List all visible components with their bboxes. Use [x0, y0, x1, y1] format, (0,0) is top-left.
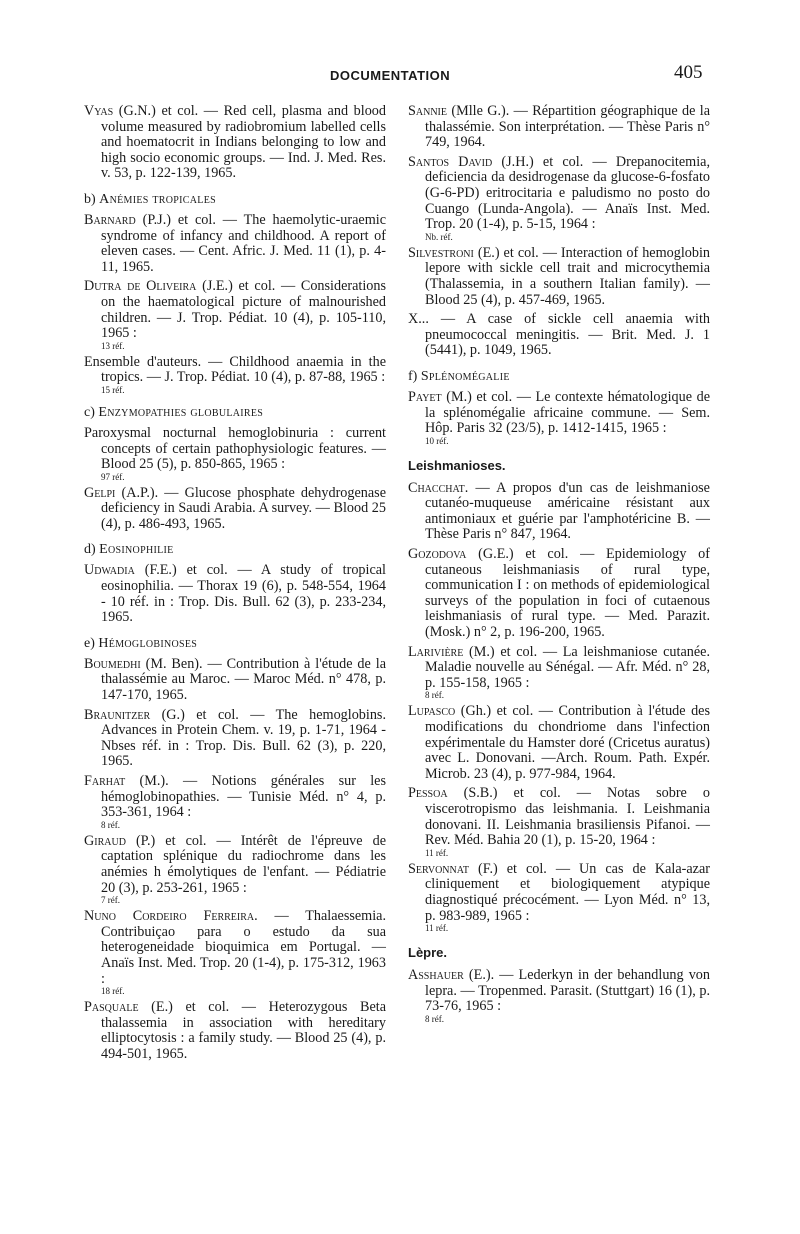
section-heading: Lèpre.: [408, 945, 448, 961]
entry-author: Silvestroni: [408, 244, 474, 261]
bibliography-entry: [408, 862, 710, 933]
page-number: 405: [674, 62, 703, 83]
reference-count-note: 8 réf.: [425, 690, 444, 701]
reference-count-note: 7 réf.: [101, 895, 120, 906]
entry-citation: . — Thalaessemia. Contribuiçao para o estudo da sua heterogeneidade bioquimica em Portugal. — Anaïs Inst. Med. Trop. 20 (1-4), p. 175-312, 1963 :: [101, 908, 386, 987]
entry-citation: (Gh.) et col. — Contribution à l'étude des modifications du chondriome dans l'infection expérimentale du Hamster doré (Cricetus auratus) avec L. Donovani. —Arch. Roum. Path. Expér. Microb. 23 (4), p. 977-984, 1964.: [425, 703, 710, 782]
bibliography-entry: [84, 563, 386, 625]
entry-author: Udwadia: [84, 562, 135, 579]
subsection-label: Eosinophilie: [99, 542, 174, 558]
entry-citation: (M.) et col. — La leishmaniose cutanée. Maladie nouvelle au Sénégal. — Afr. Méd. n° 28, p. 155-158, 1965 :: [425, 643, 710, 691]
bibliography-entry: [84, 657, 386, 704]
entry-author: Farhat: [84, 773, 126, 789]
entry-author: Braunitzer: [84, 706, 151, 723]
entry-author: Payet: [408, 388, 442, 405]
entry-citation: (P.J.) et col. — The haemolytic-uraemic syndrome of infancy and childhood. A report of eleven cases. — Cent. Afric. J. Med. 11 (1), p. 4-11, 1965.: [101, 211, 386, 275]
bibliography-entry: [84, 486, 386, 533]
bibliography-entry: [408, 704, 710, 782]
entry-citation: (F.E.) et col. — A study of tropical eosinophilia. — Thorax 19 (6), p. 548-554, 1964 - 10 réf. in : Trop. Dis. Bull. 62 (3), p. 233-234, 1965.: [101, 562, 386, 626]
subsection-heading: [408, 369, 710, 385]
right-column: [408, 104, 710, 1028]
bibliography-entry: [84, 708, 386, 770]
entry-author: Sannie: [408, 103, 447, 119]
bibliography-entry: [408, 246, 710, 308]
bibliography-entry: [408, 390, 710, 446]
entry-author: Asshauer: [408, 967, 464, 984]
entry-citation: (E.). — Lederkyn in der behandlung von lepra. — Tropenmed. Parasit. (Stuttgart) 16 (1), p. 73-76, 1965 :: [425, 967, 710, 1015]
bibliography-entry: [408, 104, 710, 151]
bibliography-entry: [84, 834, 386, 905]
entry-citation: (S.B.) et col. — Notas sobre o viscerotropismo das leishmania. I. Leishmania donovani. II. Leishmania brasiliensis Pifanoi. — Rev. Méd. Bahia 20 (1), p. 15-20, 1964 :: [425, 785, 710, 849]
entry-citation: Ensemble d'auteurs. — Childhood anaemia in the tropics. — J. Trop. Pédiat. 10 (4), p. 87-88, 1965 :: [84, 353, 386, 386]
reference-count-note: 11 réf.: [425, 923, 449, 934]
section-heading: Leishmanioses.: [408, 457, 506, 473]
bibliography-entry: [84, 355, 386, 395]
bibliography-entry: [84, 279, 386, 350]
entry-citation: (E.) et col. — Heterozygous Beta thalassemia in association with hereditary elliptocytosis : a family study. — Blood 25 (4), p. 494-501, 1965.: [101, 999, 386, 1062]
subsection-label: Hémoglobinoses: [98, 635, 198, 651]
bibliography-entry: [408, 481, 710, 543]
left-column: [84, 104, 386, 1067]
bibliography-entry: [84, 1000, 386, 1062]
bibliography-entry: [84, 104, 386, 182]
bibliography-entry: [408, 645, 710, 701]
entry-author: Lupasco: [408, 703, 456, 720]
subsection-letter: c): [84, 404, 99, 420]
reference-count-note: 15 réf.: [101, 384, 125, 395]
entry-citation: (M. Ben). — Contribution à l'étude de la thalassémie au Maroc. — Maroc Méd. n° 478, p. 147-170, 1965.: [101, 655, 386, 704]
entry-author: Servonnat: [408, 860, 469, 877]
subsection-letter: d): [84, 542, 100, 558]
entry-author: Barnard: [84, 211, 136, 228]
entry-author: Boumedhi: [84, 655, 141, 672]
entry-citation: (P.) et col. — Intérêt de l'épreuve de captation splénique du radiochrome dans les anémies h émolytiques de l'enfant. — Pédiatrie 20 (3), p. 253-261, 1965 :: [101, 832, 386, 896]
entry-citation: (F.) et col. — Un cas de Kala-azar cliniquement et biologiquement atypique diagnostiqué précocément. — Lyon Méd. n° 13, p. 983-989, 1965 :: [425, 860, 710, 924]
reference-count-note: 10 réf.: [425, 435, 449, 446]
entry-citation: (J.H.) et col. — Drepanocitemia, deficiencia da desidrogenase da glucose-6-fosfato (G-6-PD) eritrocitaria e paludismo no posto do Cuango (Lunda-Angola). — Anaïs Inst. Med. Trop. 20 (1-4), p. 5-15, 1964 :: [425, 153, 710, 233]
subsection-heading: [84, 405, 386, 421]
subsection-letter: e): [84, 635, 99, 651]
bibliography-entry: [408, 155, 710, 242]
entry-author: Santos David: [408, 153, 493, 170]
entry-citation: X... — A case of sickle cell anaemia with pneumococcal meningitis. — Brit. Med. J. 1 (5441), p. 1049, 1965.: [408, 311, 710, 359]
subsection-heading: [84, 636, 386, 652]
subsection-letter: f): [408, 368, 421, 384]
bibliography-entry: [408, 786, 710, 857]
entry-citation: (G.) et col. — The hemoglobins. Advances in Protein Chem. v. 19, p. 1-71, 1964 - Nbses réf. in : Trop. Dis. Bull. 62 (3), p. 220, 1965.: [101, 706, 386, 770]
running-header: [0, 60, 800, 90]
entry-citation: . — A propos d'un cas de leishmaniose cutanéo-muqueuse américaine résistant aux antimoniaux et guérie par l'amphotéricine B. — Thèse Paris n° 847, 1964.: [425, 479, 710, 543]
entry-author: Vyas: [84, 103, 114, 119]
entry-author: Gelpi: [84, 484, 116, 501]
entry-author: Pessoa: [408, 785, 448, 802]
entry-citation: (G.N.) et col. — Red cell, plasma and blood volume measured by radiobromium labelled cells and hoematocrit in Indians belonging to low and high socio economic groups. — Ind. J. Med. Res. v. 53, p. 122-139, 1965.: [101, 103, 386, 182]
entry-author: Gozodova: [408, 546, 467, 563]
entry-author: Pasquale: [84, 999, 139, 1016]
bibliography-entry: [84, 426, 386, 482]
entry-author: Larivière: [408, 643, 464, 660]
entry-citation: (M.). — Notions générales sur les hémoglobinopathies. — Tunisie Méd. n° 4, p. 353-361, 1964 :: [101, 773, 386, 821]
reference-count-note: Nb. réf.: [425, 231, 453, 242]
reference-count-note: 18 réf.: [101, 986, 125, 997]
reference-count-note: 13 réf.: [101, 340, 125, 351]
subsection-heading: [84, 542, 386, 558]
subsection-label: Splénomégalie: [420, 368, 510, 384]
reference-count-note: 8 réf.: [101, 819, 120, 830]
entry-citation: (M.) et col. — Le contexte hématologique de la splénomégalie africaine commune. — Sem. Hôp. Paris 32 (23/5), p. 1412-1415, 1965 :: [425, 388, 710, 437]
bibliography-entry: [84, 909, 386, 996]
entry-author: Giraud: [84, 832, 126, 849]
reference-count-note: 8 réf.: [425, 1013, 444, 1024]
entry-author: Dutra de Oliveira: [84, 278, 197, 295]
reference-count-note: 11 réf.: [425, 847, 449, 858]
subsection-label: Anémies tropicales: [99, 191, 216, 207]
entry-citation: (J.E.) et col. — Considerations on the haematological picture of malnourished children. — J. Trop. Pédiat. 10 (4), p. 105-110, 1965 :: [101, 278, 386, 342]
bibliography-entry: [84, 213, 386, 275]
entry-author: Chacchat: [408, 479, 465, 496]
entry-citation: (G.E.) et col. — Epidemiology of cutaneous leishmaniasis of rural type, communication I : on methods of epidemiological surveys of the population in foci of cutaenous leishmaniasis of rural type. — Med. Parazit. (Mosk.) n° 2, p. 196-200, 1965.: [425, 546, 710, 641]
subsection-heading: [84, 192, 386, 208]
entry-citation: (E.) et col. — Interaction of hemoglobin lepore with sickle cell trait and microcythemia (Thalassemia, in a southern Italian family). — Blood 25 (4), p. 457-469, 1965.: [425, 244, 710, 308]
subsection-label: Enzymopathies globulaires: [98, 404, 264, 420]
entry-citation: (Mlle G.). — Répartition géographique de la thalassémie. Son interprétation. — Thèse Paris n° 749, 1964.: [425, 103, 710, 151]
bibliography-entry: [408, 968, 710, 1024]
bibliography-entry: [84, 774, 386, 830]
subsection-letter: b): [84, 191, 100, 207]
running-title: DOCUMENTATION: [330, 68, 451, 83]
bibliography-entry: [408, 547, 710, 641]
bibliography-entry: [408, 312, 710, 359]
reference-count-note: 97 réf.: [101, 471, 125, 482]
entry-citation: (A.P.). — Glucose phosphate dehydrogenase deficiency in Saudi Arabia. A survey. — Blood 25 (4), p. 486-493, 1965.: [101, 484, 386, 532]
entry-citation: Paroxysmal nocturnal hemoglobinuria : current concepts of certain pathophysiologic features. — Blood 25 (5), p. 850-865, 1965 :: [84, 424, 386, 473]
entry-author: Nuno Cordeiro Ferreira: [84, 908, 255, 925]
